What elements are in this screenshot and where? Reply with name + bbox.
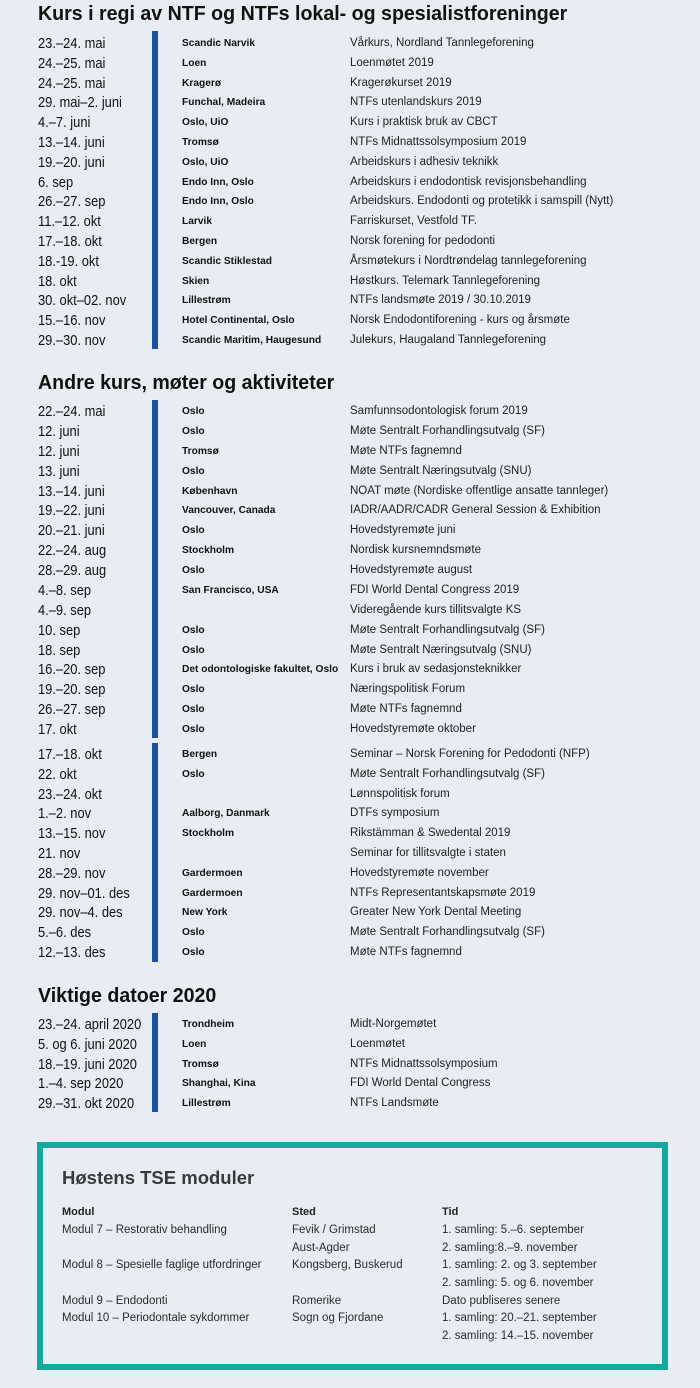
activity-row-place: Oslo [182,946,205,959]
tse-row-modul: Modul 8 – Spesielle faglige utfordringer [62,1259,262,1272]
activity-row-event: Seminar – Norsk Forening for Pedodonti (NFP) [350,748,590,761]
date-2020-row-place: Loen [182,1037,207,1050]
activity-row-place: Oslo [182,926,205,939]
date-2020-row-place: Shanghai, Kina [182,1077,256,1090]
tse-row [62,1310,652,1328]
tse-row-modul: Modul 7 – Restorativ behandling [62,1223,227,1236]
course-list [0,34,700,351]
tse-row [62,1240,652,1258]
tse-row-tid: 1. samling: 2. og 3. september [442,1259,597,1272]
course-row [0,74,700,94]
course-row-place: Larvik [182,215,213,228]
course-row-date: 13.–14. juni [38,134,105,152]
course-row-event: NTFs landsmøte 2019 / 30.10.2019 [350,294,531,307]
course-row-place: Kragerø [182,76,222,89]
activity-row-event: Rikstämman & Swedental 2019 [350,827,511,840]
activity-row-date: 17. okt [38,721,77,739]
activity-row-event: Møte Sentralt Næringsutvalg (SNU) [350,464,532,477]
course-row [0,212,700,232]
tse-row-modul: Modul 9 – Endodonti [62,1294,168,1307]
course-row-date: 30. okt–02. nov [38,292,127,310]
activity-row-event: Møte NTFs fagnemnd [350,946,462,959]
course-row-place: Scandic Stiklestad [182,254,273,267]
activity-row-place: Det odontologiske fakultet, Oslo [182,663,339,676]
activity-row-place: Oslo [182,767,205,780]
activity-row-date: 29. nov–01. des [38,884,130,902]
activity-row-date: 19.–22. juni [38,502,105,520]
activity-row-place: Oslo [182,643,205,656]
course-row-place: Lillestrøm [182,294,231,307]
section-heading-courses: Kurs i regi av NTF og NTFs lokal- og spesialistforeninger [38,3,568,25]
course-row [0,192,700,212]
course-row-date: 29. mai–2. juni [38,94,122,112]
activity-row [0,864,700,884]
course-row-event: Årsmøtekurs i Nordtrøndelag tannlegeforening [350,254,587,267]
activity-row-event: DTFs symposium [350,807,440,820]
date-2020-row-date: 1.–4. sep 2020 [38,1075,124,1093]
course-row [0,232,700,252]
tse-row-sted: Fevik / Grimstad [292,1223,376,1236]
activity-row-event: Hovedstyremøte november [350,866,489,879]
course-row [0,311,700,331]
activity-row [0,621,700,641]
course-row-event: Arbeidskurs i adhesiv teknikk [350,155,499,168]
date-2020-row [0,1094,700,1114]
activity-row-date: 16.–20. sep [38,661,106,679]
activity-row-place: Bergen [182,748,218,761]
activity-row-date: 12. juni [38,442,80,460]
activity-row [0,903,700,923]
activity-row-event: Møte Sentralt Næringsutvalg (SNU) [350,643,532,656]
activity-row [0,660,700,680]
activity-row-date: 10. sep [38,621,81,639]
date-2020-row-date: 5. og 6. juni 2020 [38,1035,137,1053]
activity-row [0,541,700,561]
activity-row-place: Stockholm [182,544,235,557]
date-2020-row [0,1015,700,1035]
course-row-date: 15.–16. nov [38,312,106,330]
tse-row-tid: Dato publiseres senere [442,1294,561,1307]
activity-row-event: NOAT møte (Nordiske offentlige ansatte tannleger) [350,484,609,497]
tse-table [62,1204,652,1346]
activity-row-date: 22.–24. mai [38,403,106,421]
activity-row [0,765,700,785]
course-row-place: Loen [182,56,207,69]
date-2020-row-event: NTFs Midnattssolsymposium [350,1057,498,1070]
tse-row [62,1328,652,1346]
activity-row-date: 4.–8. sep [38,581,92,599]
activity-row-event: Greater New York Dental Meeting [350,906,522,919]
tse-row-tid: 2. samling: 5. og 6. november [442,1276,594,1289]
activity-row [0,844,700,864]
activity-row-place: Tromsø [182,444,219,457]
activity-row [0,521,700,541]
activity-row [0,561,700,581]
course-row [0,272,700,292]
activity-row [0,923,700,943]
course-row-date: 24.–25. mai [38,74,106,92]
tse-row-sted: Romerike [292,1294,342,1307]
activity-row-event: Seminar for tillitsvalgte i staten [350,847,506,860]
course-row [0,252,700,272]
activity-row-date: 22. okt [38,765,77,783]
activity-row-place: San Francisco, USA [182,583,279,596]
section-heading-other: Andre kurs, møter og aktiviteter [38,372,335,394]
activity-row-place: Oslo [182,424,205,437]
tse-header-sted: Sted [292,1206,316,1219]
course-row-event: Høstkurs. Telemark Tannlegeforening [350,274,541,287]
course-row-date: 18.-19. okt [38,252,99,270]
course-row-event: Kragerøkurset 2019 [350,76,452,89]
course-row [0,54,700,74]
tse-row-tid: 2. samling: 14.–15. november [442,1329,594,1342]
course-row-place: Funchal, Madeira [182,96,266,109]
section-heading-2020: Viktige datoer 2020 [38,985,217,1007]
activity-row-place: Vancouver, Canada [182,504,276,517]
activity-row-place: Oslo [182,464,205,477]
course-row-date: 11.–12. okt [38,213,101,231]
course-row-event: Loenmøtet 2019 [350,56,434,69]
activity-row-event: Næringspolitisk Forum [350,683,466,696]
activity-row [0,720,700,740]
tse-row [62,1293,652,1311]
course-row-place: Scandic Narvik [182,37,256,50]
activity-row-event: NTFs Representantskapsmøte 2019 [350,886,536,899]
activity-row-date: 13.–15. nov [38,825,106,843]
course-row [0,153,700,173]
activity-list-continued [0,745,700,963]
activity-row-place: Oslo [182,524,205,537]
activity-row-date: 28.–29. nov [38,864,106,882]
course-row-date: 24.–25. mai [38,54,106,72]
course-row-date: 17.–18. okt [38,233,102,251]
activity-row [0,641,700,661]
course-row-event: Norsk forening for pedodonti [350,235,496,248]
activity-row-date: 5.–6. des [38,924,92,942]
activity-row-event: Møte Sentralt Forhandlingsutvalg (SF) [350,424,545,437]
tse-row-tid: 2. samling:8.–9. november [442,1241,578,1254]
course-row-place: Endo Inn, Oslo [182,175,254,188]
activity-row-place: Oslo [182,405,205,418]
tse-row-modul: Modul 10 – Periodontale sykdommer [62,1312,250,1325]
activity-row-date: 29. nov–4. des [38,904,123,922]
course-row-event: Kurs i praktisk bruk av CBCT [350,116,498,129]
date-2020-row [0,1074,700,1094]
course-row-date: 18. okt [38,272,77,290]
course-row [0,133,700,153]
tse-rows [62,1222,652,1346]
activity-row-place: Stockholm [182,827,235,840]
course-row [0,93,700,113]
activity-row [0,745,700,765]
course-row [0,331,700,351]
activity-row-event: Møte NTFs fagnemnd [350,703,462,716]
date-2020-row-event: NTFs Landsmøte [350,1097,439,1110]
activity-row-event: Hovedstyremøte juni [350,524,456,537]
activity-row-event: Hovedstyremøte august [350,564,473,577]
course-row [0,291,700,311]
course-row-event: NTFs utenlandskurs 2019 [350,96,482,109]
activity-row-date: 18. sep [38,641,81,659]
activity-row-place: Oslo [182,564,205,577]
course-row-place: Oslo, UiO [182,116,229,129]
activity-row-event: Møte Sentralt Forhandlingsutvalg (SF) [350,926,545,939]
date-2020-row-place: Lillestrøm [182,1097,231,1110]
tse-row [62,1222,652,1240]
date-2020-row [0,1035,700,1055]
course-row-date: 26.–27. sep [38,193,106,211]
activity-row [0,442,700,462]
activity-row-place: Oslo [182,683,205,696]
course-row-date: 23.–24. mai [38,35,106,53]
date-2020-row-date: 18.–19. juni 2020 [38,1055,137,1073]
activity-row [0,785,700,805]
course-row [0,113,700,133]
activity-row [0,824,700,844]
tse-row [62,1257,652,1275]
course-row-date: 29.–30. nov [38,332,106,350]
course-row-event: Vårkurs, Nordland Tannlegeforening [350,37,534,50]
course-row-date: 19.–20. juni [38,153,105,171]
activity-row [0,943,700,963]
activity-row-event: IADR/AADR/CADR General Session & Exhibition [350,504,601,517]
tse-row-sted: Aust-Agder [292,1241,350,1254]
course-row-place: Hotel Continental, Oslo [182,314,295,327]
activity-row-place: Oslo [182,723,205,736]
activity-row-event: FDI World Dental Congress 2019 [350,583,520,596]
tse-header-modul: Modul [62,1206,95,1219]
tse-row-sted: Kongsberg, Buskerud [292,1259,403,1272]
course-row-event: Farriskurset, Vestfold TF. [350,215,477,228]
activity-row [0,804,700,824]
activity-row-place: Gardermoen [182,866,243,879]
tse-row-tid: 1. samling: 5.–6. september [442,1223,584,1236]
activity-row-place: Aalborg, Danmark [182,807,270,820]
course-row-place: Oslo, UiO [182,155,229,168]
date-2020-row [0,1055,700,1075]
activity-row-event: Nordisk kursnemndsmøte [350,544,482,557]
course-row-event: Arbeidskurs. Endodonti og protetikk i samspill (Nytt) [350,195,614,208]
activity-row-event: Hovedstyremøte oktober [350,723,476,736]
course-row-event: NTFs Midnattssolsymposium 2019 [350,136,527,149]
activity-row [0,884,700,904]
date-2020-row-event: Midt-Norgemøtet [350,1018,437,1031]
tse-title: Høstens TSE moduler [62,1167,255,1188]
activity-row [0,700,700,720]
activity-row-event: Kurs i bruk av sedasjonsteknikker [350,663,522,676]
activity-row-place: New York [182,906,228,919]
activity-row-date: 1.–2. nov [38,805,92,823]
activity-row-place: Gardermoen [182,886,243,899]
activity-row-date: 28.–29. aug [38,562,107,580]
activity-row-date: 4.–9. sep [38,601,92,619]
activity-row-date: 22.–24. aug [38,542,107,560]
activity-row-date: 12. juni [38,422,80,440]
course-row-event: Julekurs, Haugaland Tannlegeforening [350,334,547,347]
date-2020-row-event: Loenmøtet [350,1037,405,1050]
activity-row-place: København [182,484,238,497]
activity-row-date: 13. juni [38,462,80,480]
activity-row-date: 12.–13. des [38,944,106,962]
activity-row-event: Møte Sentralt Forhandlingsutvalg (SF) [350,623,545,636]
activity-row [0,402,700,422]
tse-row-tid: 1. samling: 20.–21. september [442,1312,597,1325]
course-row-event: Norsk Endodontiforening - kurs og årsmøte [350,314,570,327]
dates-2020-list [0,1015,700,1114]
tse-header-tid: Tid [442,1206,459,1219]
activity-row-event: Videregående kurs tillitsvalgte KS [350,603,522,616]
course-row [0,173,700,193]
tse-header-row [62,1204,652,1222]
course-row-place: Bergen [182,235,218,248]
activity-row-date: 19.–20. sep [38,681,106,699]
tse-row [62,1275,652,1293]
activity-row-date: 17.–18. okt [38,746,102,764]
activity-row-event: Møte NTFs fagnemnd [350,444,462,457]
activity-row [0,601,700,621]
course-row-place: Scandic Maritim, Haugesund [182,334,322,347]
course-row-date: 6. sep [38,173,74,191]
activity-row-date: 26.–27. sep [38,701,106,719]
activity-row [0,680,700,700]
activity-row [0,422,700,442]
activity-row-event: Møte Sentralt Forhandlingsutvalg (SF) [350,767,545,780]
date-2020-row-date: 29.–31. okt 2020 [38,1095,135,1113]
course-row-date: 4.–7. juni [38,114,91,132]
activity-row-place: Oslo [182,623,205,636]
course-row [0,34,700,54]
course-row-place: Tromsø [182,136,219,149]
activity-list [0,402,700,740]
activity-row [0,501,700,521]
activity-row-date: 20.–21. juni [38,522,105,540]
activity-row-event: Samfunnsodontologisk forum 2019 [350,405,528,418]
date-2020-row-place: Tromsø [182,1057,219,1070]
activity-row [0,482,700,502]
date-2020-row-event: FDI World Dental Congress [350,1077,491,1090]
activity-row [0,581,700,601]
activity-row-date: 21. nov [38,845,81,863]
activity-row-event: Lønnspolitisk forum [350,787,450,800]
date-2020-row-place: Trondheim [182,1018,235,1031]
activity-row-date: 13.–14. juni [38,482,105,500]
activity-row-date: 23.–24. okt [38,785,102,803]
activity-row-place: Oslo [182,703,205,716]
tse-modules-box [37,1142,668,1370]
course-row-place: Skien [182,274,210,287]
date-2020-row-date: 23.–24. april 2020 [38,1016,142,1034]
tse-row-sted: Sogn og Fjordane [292,1312,384,1325]
course-row-place: Endo Inn, Oslo [182,195,254,208]
course-row-event: Arbeidskurs i endodontisk revisjonsbehandling [350,175,587,188]
activity-row [0,462,700,482]
